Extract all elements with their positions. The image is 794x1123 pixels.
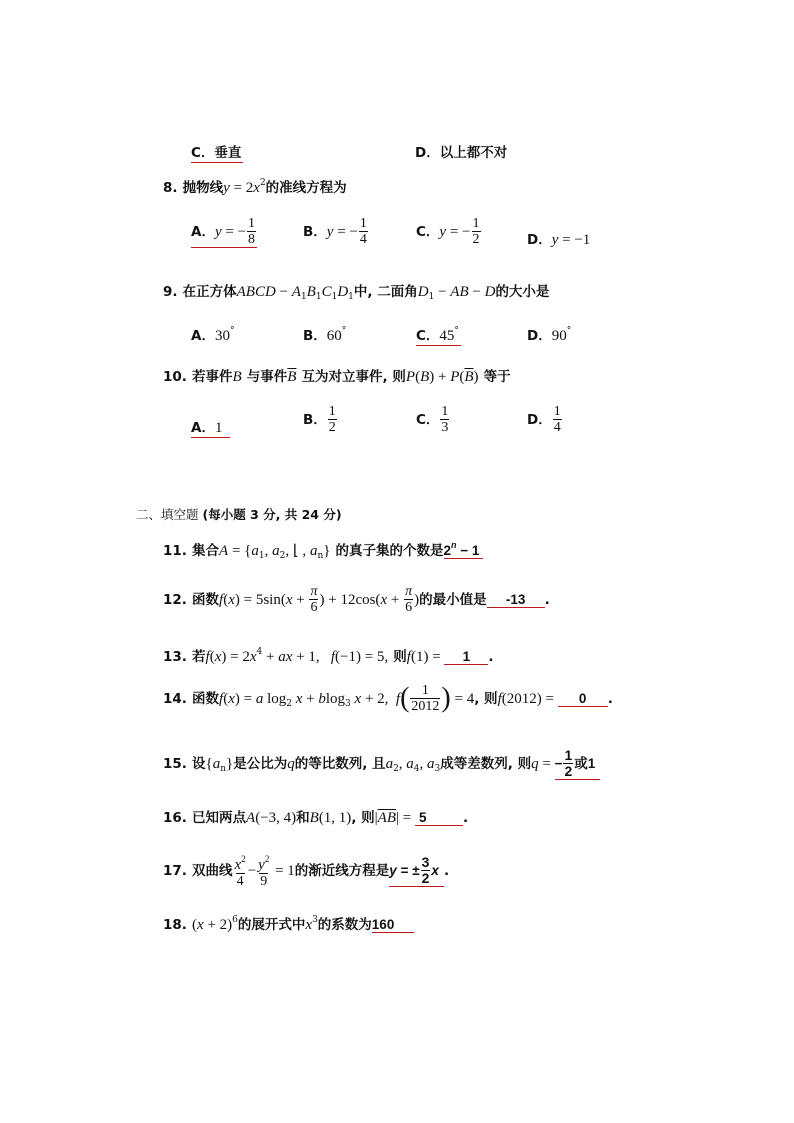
- q9-option-b: B．60°: [303, 326, 347, 344]
- q9-option-c: C．45°: [416, 326, 459, 344]
- question-14: 14. 函数f(x) = a $\log_2 x + blog_3$ x + 2, f( $\frac{1}{2012}$ ) = 4, 则f(2012) = 0 .: [163, 682, 613, 714]
- question-8: 8. 抛物线$y = 2x^2$的准线方程为: [163, 178, 347, 196]
- q10-option-c: C． $\frac{1}{3}$: [416, 404, 449, 435]
- q10-option-d: D． $\frac{1}{4}$: [527, 404, 561, 435]
- q8-option-a: A．y = − $\frac{1}{8}$: [191, 216, 256, 247]
- question-15: 15. 设$\{a_n\}$是公比为q的等比数列, 且$a_2$, $a_4$, $a_3$成等差数列, 则q = − $\frac{1}{2}$ 或1: [163, 748, 600, 780]
- question-10: 10. 若事件B 与事件$\overline{B}$ 互为对立事件, 则$P(B) + P(\overline{B})$ 等于: [163, 369, 511, 385]
- q10-option-a: A．1: [191, 416, 230, 437]
- q8-option-c: C．y = − $\frac{1}{2}$: [416, 216, 480, 247]
- question-12: 12. 函数f(x) = 5sin(x + $\frac{\pi}{6}$ ) + 12cos(x + $\frac{\pi}{6}$ )的最小值是 -13 .: [163, 584, 550, 615]
- q9-option-d: D．90°: [527, 326, 572, 344]
- q8-option-d: D．y = −1: [527, 232, 591, 248]
- section-2-header: 二、填空题 (每小题 3 分, 共 24 分): [136, 507, 342, 522]
- question-11: 11. 集合$A = \{a_1$, $a_2$, ⌊ , $a_n$} 的真子集的个数是$2^n - 1$: [163, 540, 484, 561]
- question-18: 18. $(x + 2)^6$的展开式中$x^3$的系数为160: [163, 913, 414, 934]
- q8-option-b: B．y = − $\frac{1}{4}$: [303, 216, 367, 247]
- question-9: 9. 在正方体ABCD − $A_1B_1C_1D_1$中, 二面角$D_1$ − AB − D的大小是: [163, 284, 550, 302]
- question-16: 16. 已知两点A(−3, 4)和B(1, 1), 则$|\overline{AB}| = 5$ .: [163, 810, 469, 826]
- q10-option-b: B． $\frac{1}{2}$: [303, 404, 336, 435]
- question-17: 17. 双曲线 $\frac{x^2}{4}$ − $\frac{y^2}{9}$ = 1的渐近线方程是y = ± $\frac{3}{2}$ x .: [163, 854, 450, 889]
- q7-option-d: D．以上都不对: [415, 145, 508, 161]
- q7-option-c: C．垂直: [191, 145, 242, 161]
- question-13: 13. 若$f(x) = 2x^4$ + ax + 1, f(−1) = 5, 则f(1) = 1 .: [163, 647, 494, 665]
- q9-option-a: A．30°: [191, 326, 235, 344]
